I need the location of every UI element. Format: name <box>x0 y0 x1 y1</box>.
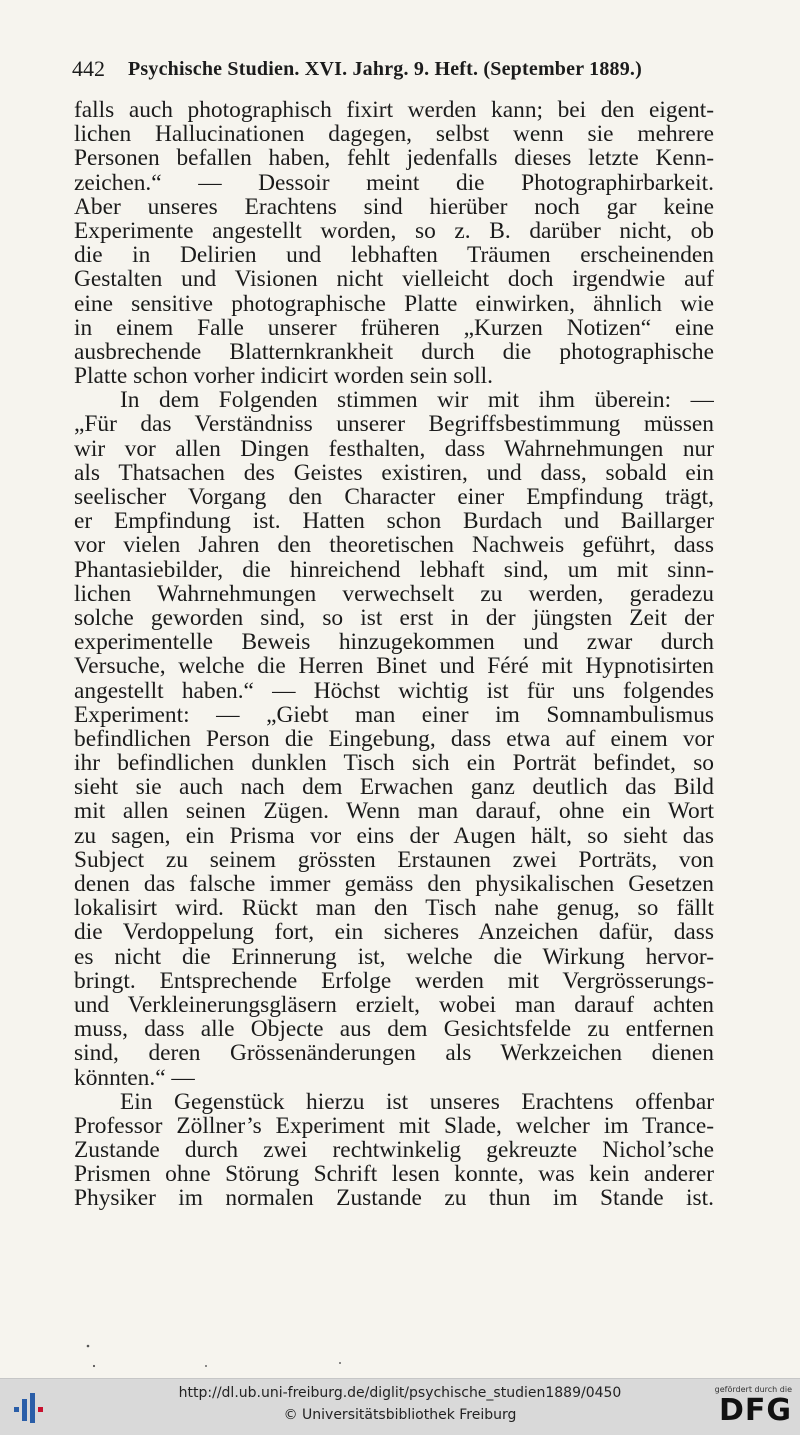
text-line: Aber unseres Erachtens sind hierüber noch gar keine <box>74 194 714 219</box>
text-line: zeichen.“ — Dessoir meint die Photographirbarkeit. <box>74 170 714 195</box>
text-line: solche geworden sind, so ist erst in der jüngsten Zeit der <box>74 605 714 631</box>
text-line: lichen Wahrnehmungen verwechselt zu werden, geradezu <box>74 581 714 606</box>
text-line: Professor Zöllner’s Experiment mit Slade, welcher im Trance- <box>74 1113 714 1139</box>
text-line: denen das falsche immer gemäss den physikalischen Gesetzen <box>74 872 714 897</box>
text-line: muss, dass alle Objecte aus dem Gesichtsfelde zu entfernen <box>74 1017 714 1042</box>
text-line: Experimente angestellt worden, so z. B. darüber nicht, ob <box>74 218 714 244</box>
dfg-wordmark: DFG <box>718 1393 792 1428</box>
text-line: lichen Hallucinationen dagegen, selbst wenn sie mehrere <box>74 122 714 147</box>
copyright-text: © Universitätsbibliothek Freiburg <box>283 1407 517 1423</box>
text-line: Zustande durch zwei rechtwinkelig gekreuzte Nichol’sche <box>74 1138 714 1163</box>
source-url-link[interactable]: http://dl.ub.uni-freiburg.de/diglit/psychische_studien1889/0450 <box>178 1385 622 1401</box>
text-line: seelischer Vorgang den Character einer Empfindung trägt, <box>74 485 714 510</box>
text-line: und Verkleinerungsgläsern erzielt, wobei man darauf achten <box>74 992 714 1018</box>
text-line: Physiker im normalen Zustande zu thun im Stande ist. <box>74 1186 714 1211</box>
dfg-logo[interactable] <box>706 1385 792 1431</box>
text-line: Gestalten und Visionen nicht vielleicht doch irgendwie auf <box>74 267 714 292</box>
text-line: wir vor allen Dingen festhalten, dass Wahrnehmungen nur <box>74 436 714 461</box>
text-line: sieht sie auch nach dem Erwachen ganz deutlich das Bild <box>74 775 714 800</box>
text-line: eine sensitive photographische Platte einwirken, ähnlich wie <box>74 291 714 316</box>
paragraph-start-line: In dem Folgenden stimmen wir mit ihm überein: — <box>120 388 714 413</box>
text-line: Phantasiebilder, die hinreichend lebhaft sind, um mit sinn- <box>74 557 714 582</box>
text-line: vor vielen Jahren den theoretischen Nachweis geführt, dass <box>74 533 714 558</box>
text-line: sind, deren Grössenänderungen als Werkzeichen dienen <box>74 1041 714 1066</box>
text-line: befindlichen Person die Eingebung, dass etwa auf einem vor <box>74 726 714 752</box>
text-line: falls auch photographisch fixirt werden kann; bei den eigent- <box>74 98 714 123</box>
text-line: experimentelle Beweis hinzugekommen und zwar durch <box>74 630 714 655</box>
text-line: Personen befallen haben, fehlt jedenfalls dieses letzte Kenn- <box>74 146 714 171</box>
text-line: als Thatsachen des Geistes existiren, und dass, sobald ein <box>74 460 714 485</box>
text-line: er Empfindung ist. Hatten schon Burdach und Baillarger <box>74 509 714 534</box>
text-line: angestellt haben.“ — Höchst wichtig ist für uns folgendes <box>74 678 714 703</box>
page-number: 442 <box>72 56 105 81</box>
text-line: die Verdoppelung fort, ein sicheres Anzeichen dafür, dass <box>74 920 714 945</box>
text-line: ausbrechende Blatternkrankheit durch die photographische <box>74 339 714 365</box>
text-line: Platte schon vorher indicirt worden sein soll. <box>74 364 493 389</box>
running-header <box>72 56 732 86</box>
paragraph-start-line: Ein Gegenstück hierzu ist unseres Erachtens offenbar <box>120 1089 714 1114</box>
running-title: Psychische Studien. XVI. Jahrg. 9. Heft. (September 1889.) <box>128 58 642 80</box>
text-line: könnten.“ — <box>74 1065 195 1090</box>
viewer-footer <box>0 1378 800 1435</box>
text-line: lokalisirt wird. Rückt man den Tisch nahe genug, so fällt <box>74 896 714 921</box>
text-line: „Für das Verständniss unserer Begriffsbestimmung müssen <box>74 412 714 437</box>
text-line: mit allen seinen Zügen. Wenn man darauf, ohne ein Wort <box>74 799 714 824</box>
text-line: Experiment: — „Giebt man einer im Somnambulismus <box>74 702 714 727</box>
text-line: zu sagen, ein Prisma vor eins der Augen hält, so sieht das <box>74 823 714 848</box>
text-line: Prismen ohne Störung Schrift lesen konnte, was kein anderer <box>74 1162 714 1187</box>
text-line: Subject zu seinem grössten Erstaunen zwei Porträts, von <box>74 847 714 872</box>
text-line: es nicht die Erinnerung ist, welche die Wirkung hervor- <box>74 944 714 969</box>
scan-specks <box>84 1342 384 1372</box>
dfg-caption: gefördert durch die <box>714 1385 792 1394</box>
text-line: bringt. Entsprechende Erfolge werden mit Vergrösserungs- <box>74 968 714 993</box>
text-line: ihr befindlichen dunklen Tisch sich ein Porträt befindet, so <box>74 751 714 776</box>
text-line: in einem Falle unserer früheren „Kurzen Notizen“ eine <box>74 315 714 340</box>
text-line: Versuche, welche die Herren Binet und Féré mit Hypnotisirten <box>74 654 714 679</box>
body-text <box>74 98 714 1211</box>
text-line: die in Delirien und lebhaften Träumen erscheinenden <box>74 243 714 268</box>
